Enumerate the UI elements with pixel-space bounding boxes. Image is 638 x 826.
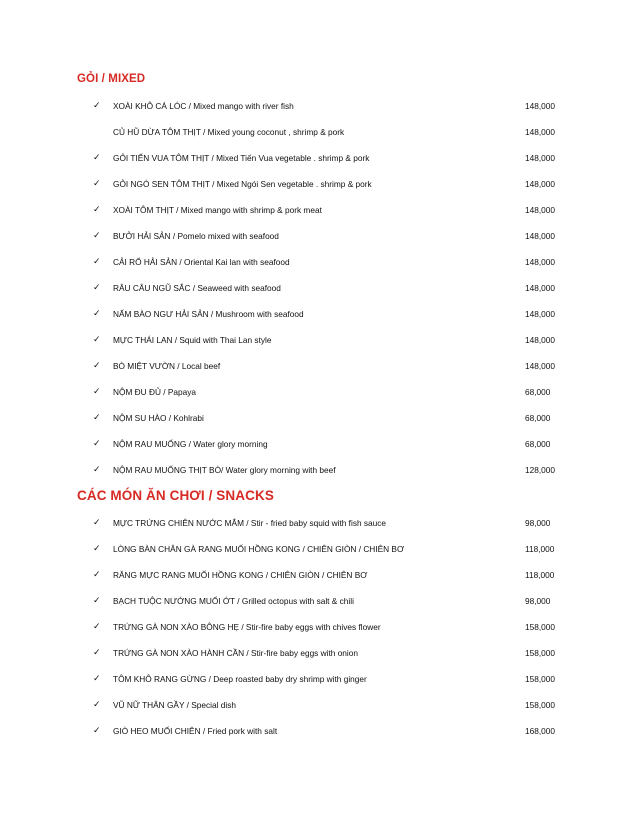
- menu-item-name: NỘM SU HÀO / Kohlrabi: [113, 413, 204, 423]
- checkmark-icon: ✓: [93, 361, 101, 371]
- menu-item-price: 148,000: [525, 335, 555, 345]
- menu-list-mixed: [0, 101, 638, 491]
- menu-item-price: 68,000: [525, 413, 551, 423]
- menu-item: [0, 127, 638, 153]
- menu-item-price: 128,000: [525, 465, 555, 475]
- section-title-mixed: GỎI / MIXED: [77, 73, 146, 85]
- menu-item-name: NỘM RAU MUỐNG / Water glory morning: [113, 439, 268, 449]
- menu-item: [0, 726, 638, 752]
- menu-item-name: CỦ HŨ DỪA TÔM THỊT / Mixed young coconut , shrimp & pork: [113, 127, 345, 137]
- menu-item: [0, 153, 638, 179]
- checkmark-icon: ✓: [93, 413, 101, 423]
- menu-item-price: 148,000: [525, 361, 555, 371]
- checkmark-icon: ✓: [93, 700, 101, 710]
- menu-item-name: LÒNG BÀN CHÂN GÀ RANG MUỐI HỒNG KONG / CHIÊN GIÒN / CHIÊN BƠ: [113, 544, 405, 554]
- menu-item-name: CẢI RỔ HẢI SẢN / Oriental Kai lan with seafood: [113, 257, 290, 267]
- checkmark-icon: ✓: [93, 283, 101, 293]
- checkmark-icon: ✓: [93, 622, 101, 632]
- menu-item-name: GỎI TIẾN VUA TÔM THỊT / Mixed Tiến Vua vegetable . shrimp & pork: [113, 153, 370, 163]
- menu-item-price: 158,000: [525, 674, 555, 684]
- checkmark-icon: ✓: [93, 309, 101, 319]
- menu-item-name: XOÀI KHÔ CÁ LÓC / Mixed mango with river fish: [113, 101, 294, 111]
- checkmark-icon: ✓: [93, 101, 101, 111]
- menu-item-price: 158,000: [525, 622, 555, 632]
- menu-item-price: 98,000: [525, 596, 551, 606]
- menu-item-price: 148,000: [525, 283, 555, 293]
- menu-item-name: NẤM BÀO NGƯ HẢI SẢN / Mushroom with seafood: [113, 309, 304, 319]
- menu-item-price: 68,000: [525, 439, 551, 449]
- menu-item-price: 68,000: [525, 387, 551, 397]
- menu-item-price: 148,000: [525, 153, 555, 163]
- menu-item: [0, 283, 638, 309]
- menu-item-price: 148,000: [525, 205, 555, 215]
- menu-item: [0, 570, 638, 596]
- menu-item: [0, 361, 638, 387]
- menu-item: [0, 309, 638, 335]
- menu-item-price: 148,000: [525, 127, 555, 137]
- menu-item: [0, 413, 638, 439]
- menu-item-price: 148,000: [525, 309, 555, 319]
- menu-item-name: RÂU CÂU NGŨ SẮC / Seaweed with seafood: [113, 283, 281, 293]
- menu-item-name: MỰC THÁI LAN / Squid with Thai Lan style: [113, 335, 272, 345]
- checkmark-icon: ✓: [93, 231, 101, 241]
- menu-item-name: MỰC TRỨNG CHIÊN NƯỚC MẮM / Stir - fried baby squid with fish sauce: [113, 518, 387, 528]
- checkmark-icon: ✓: [93, 257, 101, 267]
- checkmark-icon: ✓: [93, 570, 101, 580]
- menu-item-name: BÒ MIỆT VƯỜN / Local beef: [113, 361, 221, 371]
- menu-item-name: GIÒ HEO MUỐI CHIÊN / Fried pork with salt: [113, 726, 278, 736]
- checkmark-icon: ✓: [93, 153, 101, 163]
- menu-item-name: VŨ NỮ THÂN GẦY / Special dish: [113, 700, 236, 710]
- menu-item: [0, 648, 638, 674]
- checkmark-icon: ✓: [93, 465, 101, 475]
- menu-item: [0, 700, 638, 726]
- checkmark-icon: ✓: [93, 596, 101, 606]
- menu-item: [0, 544, 638, 570]
- menu-item: [0, 674, 638, 700]
- checkmark-icon: ✓: [93, 335, 101, 345]
- menu-item-price: 148,000: [525, 257, 555, 267]
- checkmark-icon: ✓: [93, 439, 101, 449]
- menu-item-price: 148,000: [525, 231, 555, 241]
- menu-item: [0, 622, 638, 648]
- checkmark-icon: ✓: [93, 205, 101, 215]
- menu-item-name: TRỨNG GÀ NON XÀO HÀNH CẦN / Stir-fire baby eggs with onion: [113, 648, 358, 658]
- menu-item-price: 98,000: [525, 518, 551, 528]
- menu-item-price: 118,000: [525, 544, 555, 554]
- checkmark-icon: ✓: [93, 674, 101, 684]
- menu-item-price: 168,000: [525, 726, 555, 736]
- menu-item: [0, 179, 638, 205]
- menu-item: [0, 596, 638, 622]
- menu-item-name: TRỨNG GÀ NON XÀO BÔNG HẸ / Stir-fire baby eggs with chives flower: [113, 622, 381, 632]
- menu-item: [0, 257, 638, 283]
- menu-item: [0, 231, 638, 257]
- checkmark-icon: ✓: [93, 518, 101, 528]
- menu-item-name: GỎI NGÓ SEN TÔM THỊT / Mixed Ngói Sen vegetable . shrimp & pork: [113, 179, 372, 189]
- menu-item-name: XOÀI TÔM THỊT / Mixed mango with shrimp & pork meat: [113, 205, 322, 215]
- menu-item: [0, 518, 638, 544]
- menu-item: [0, 205, 638, 231]
- checkmark-icon: ✓: [93, 179, 101, 189]
- menu-list-snacks: [0, 518, 638, 752]
- menu-item: [0, 335, 638, 361]
- menu-item-name: NỘM RAU MUỐNG THỊT BÒ/ Water glory morning with beef: [113, 465, 336, 475]
- checkmark-icon: ✓: [93, 387, 101, 397]
- menu-item-name: NỘM ĐU ĐỦ / Papaya: [113, 387, 196, 397]
- menu-item-name: BƯỞI HẢI SẢN / Pomelo mixed with seafood: [113, 231, 279, 241]
- menu-item: [0, 101, 638, 127]
- menu-item-price: 148,000: [525, 101, 555, 111]
- menu-item-price: 158,000: [525, 648, 555, 658]
- menu-item: [0, 387, 638, 413]
- menu-item-name: TÔM KHÔ RANG GỪNG / Deep roasted baby dry shrimp with ginger: [113, 674, 367, 684]
- section-title-snacks: CÁC MÓN ĂN CHƠI / SNACKS: [77, 488, 274, 503]
- menu-item: [0, 439, 638, 465]
- checkmark-icon: ✓: [93, 726, 101, 736]
- checkmark-icon: ✓: [93, 648, 101, 658]
- menu-item-price: 118,000: [525, 570, 555, 580]
- menu-item-name: BẠCH TUỘC NƯỚNG MUỐI ỚT / Grilled octopus with salt & chili: [113, 596, 354, 606]
- checkmark-icon: ✓: [93, 544, 101, 554]
- menu-item-price: 148,000: [525, 179, 555, 189]
- menu-item-price: 158,000: [525, 700, 555, 710]
- menu-item-name: RĂNG MỰC RANG MUỐI HỒNG KONG / CHIÊN GIÒN / CHIÊN BƠ: [113, 570, 368, 580]
